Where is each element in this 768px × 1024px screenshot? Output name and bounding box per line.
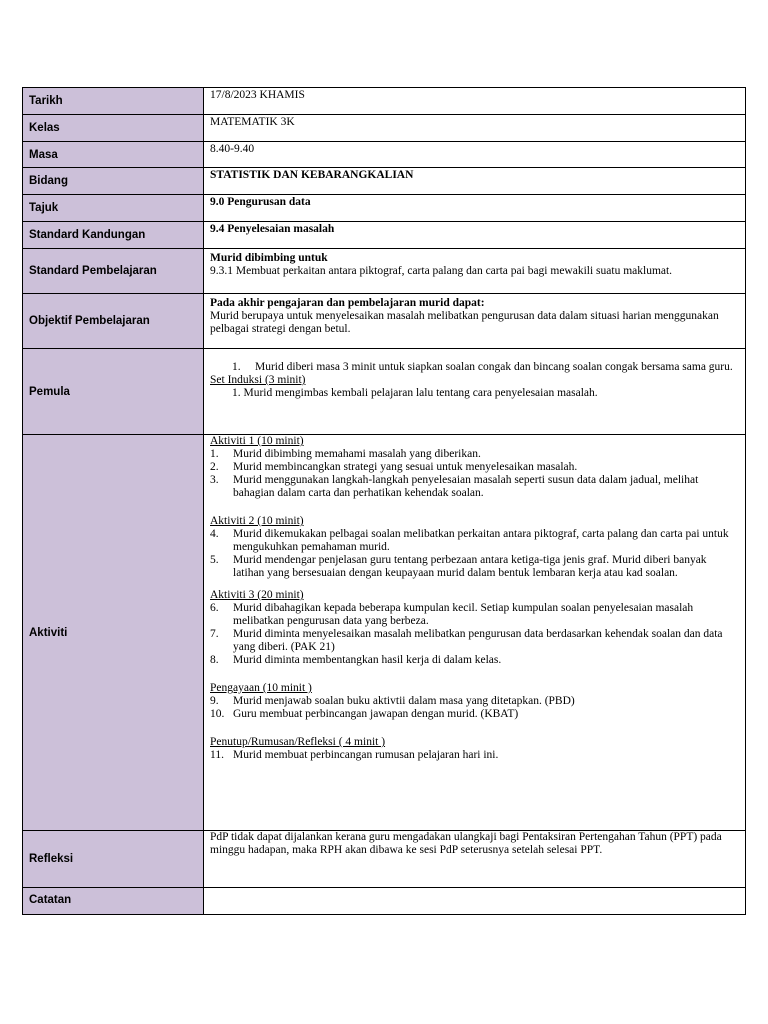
aktiviti-2-list xyxy=(210,528,739,580)
item-number: 7. xyxy=(210,628,219,640)
pemula-item-number: 1. xyxy=(232,361,241,373)
item-text: Murid membincangkan strategi yang sesuai untuk menyelesaikan masalah. xyxy=(233,461,578,473)
value-objektif xyxy=(204,294,746,349)
value-standard-kandungan: 9.4 Penyelesaian masalah xyxy=(204,222,746,249)
item-text: Murid dikemukakan pelbagai soalan melibatkan perkaitan antara piktograf, carta palang dan carta pai untuk mengukuhkan pemahaman murid. xyxy=(233,528,729,553)
aktiviti-3-title: Aktiviti 3 (20 minit) xyxy=(210,589,304,601)
item-text: Murid diminta membentangkan hasil kerja di dalam kelas. xyxy=(233,654,502,666)
item-number: 2. xyxy=(210,461,219,473)
value-pemula xyxy=(204,349,746,435)
item-number: 11. xyxy=(210,749,224,761)
value-masa: 8.40-9.40 xyxy=(204,142,746,168)
aktiviti-1-title: Aktiviti 1 (10 minit) xyxy=(210,435,304,447)
item-number: 4. xyxy=(210,528,219,540)
value-refleksi: PdP tidak dapat dijalankan kerana guru mengadakan ulangkaji bagi Pentaksiran Pertengahan Tahun (PPT) pada minggu hadapan, maka RPH akan dibawa ke sesi PdP seterusnya setelah selesai PPT. xyxy=(204,831,746,888)
item-number: 9. xyxy=(210,695,219,707)
lesson-plan-table xyxy=(22,87,746,915)
row-masa xyxy=(23,142,746,168)
row-standard-pembelajaran xyxy=(23,249,746,294)
list-item xyxy=(210,448,739,461)
list-item xyxy=(210,628,739,654)
row-objektif xyxy=(23,294,746,349)
item-number: 10. xyxy=(210,708,225,720)
item-text: Murid dibimbing memahami masalah yang diberikan. xyxy=(233,448,481,460)
item-number: 8. xyxy=(210,654,219,666)
list-item xyxy=(210,695,739,708)
label-kelas: Kelas xyxy=(23,115,204,142)
row-standard-kandungan xyxy=(23,222,746,249)
aktiviti-3-list xyxy=(210,602,739,667)
item-number: 3. xyxy=(210,474,219,486)
label-pemula: Pemula xyxy=(23,349,204,435)
penutup-title: Penutup/Rumusan/Refleksi ( 4 minit ) xyxy=(210,736,386,748)
item-number: 6. xyxy=(210,602,219,614)
row-catatan xyxy=(23,888,746,915)
list-item xyxy=(210,708,739,721)
row-aktiviti xyxy=(23,435,746,831)
value-catatan[interactable] xyxy=(204,888,746,915)
penutup-list xyxy=(210,749,739,762)
pemula-item xyxy=(210,361,739,374)
label-standard-pembelajaran: Standard Pembelajaran xyxy=(23,249,204,294)
list-item xyxy=(210,554,739,580)
value-standard-pembelajaran xyxy=(204,249,746,294)
row-kelas xyxy=(23,115,746,142)
row-pemula xyxy=(23,349,746,435)
objektif-heading: Pada akhir pengajaran dan pembelajaran murid dapat: xyxy=(210,297,485,309)
row-tarikh xyxy=(23,88,746,115)
value-bidang: STATISTIK DAN KEBARANGKALIAN xyxy=(204,168,746,195)
row-refleksi xyxy=(23,831,746,888)
label-masa: Masa xyxy=(23,142,204,168)
sp-text: 9.3.1 Membuat perkaitan antara piktograf, carta palang dan carta pai bagi mewakili suatu maklumat. xyxy=(210,265,673,277)
item-text: Murid mendengar penjelasan guru tentang perbezaan antara ketiga-tiga jenis graf. Murid diberi banyak latihan yang bersesuaian dengan keupayaan murid dalam bentuk lembaran kerja atau kad soalan. xyxy=(233,554,707,579)
item-text: Murid menggunakan langkah-langkah penyelesaian masalah seperti susun data dalam jadual, melihat bahagian dalam carta dan perhatikan kehendak soalan. xyxy=(233,474,699,499)
label-aktiviti: Aktiviti xyxy=(23,435,204,831)
label-tajuk: Tajuk xyxy=(23,195,204,222)
pemula-item-text: Murid diberi masa 3 minit untuk siapkan soalan congak dan bincang soalan congak bersama sama guru. xyxy=(255,361,733,373)
aktiviti-1-list xyxy=(210,448,739,500)
item-text: Murid diminta menyelesaikan masalah melibatkan pengurusan data berdasarkan kehendak soalan dan data yang diberi. (PAK 21) xyxy=(233,628,723,653)
label-standard-kandungan: Standard Kandungan xyxy=(23,222,204,249)
list-item xyxy=(210,528,739,554)
label-catatan: Catatan xyxy=(23,888,204,915)
pengayaan-title: Pengayaan (10 minit ) xyxy=(210,682,312,694)
item-number: 1. xyxy=(210,448,219,460)
item-text: Murid membuat perbincangan rumusan pelajaran hari ini. xyxy=(233,749,499,761)
item-text: Murid dibahagikan kepada beberapa kumpulan kecil. Setiap kumpulan soalan penyelesaian masalah melibatkan pengurusan data yang berbeza. xyxy=(233,602,694,627)
item-text: Murid menjawab soalan buku aktivtii dalam masa yang ditetapkan. (PBD) xyxy=(233,695,575,707)
item-number: 5. xyxy=(210,554,219,566)
row-tajuk xyxy=(23,195,746,222)
list-item xyxy=(210,474,739,500)
list-item xyxy=(210,654,739,667)
value-kelas: MATEMATIK 3K xyxy=(204,115,746,142)
list-item xyxy=(210,602,739,628)
list-item xyxy=(210,749,739,762)
value-aktiviti xyxy=(204,435,746,831)
label-tarikh: Tarikh xyxy=(23,88,204,115)
set-induksi-item: 1. Murid mengimbas kembali pelajaran lalu tentang cara penyelesaian masalah. xyxy=(232,387,598,399)
value-tarikh: 17/8/2023 KHAMIS xyxy=(204,88,746,115)
pengayaan-list xyxy=(210,695,739,721)
row-bidang xyxy=(23,168,746,195)
label-bidang: Bidang xyxy=(23,168,204,195)
label-refleksi: Refleksi xyxy=(23,831,204,888)
set-induksi-title: Set Induksi (3 minit) xyxy=(210,374,306,386)
label-objektif: Objektif Pembelajaran xyxy=(23,294,204,349)
aktiviti-2-title: Aktiviti 2 (10 minit) xyxy=(210,515,304,527)
item-text: Guru membuat perbincangan jawapan dengan murid. (KBAT) xyxy=(233,708,519,720)
sp-heading: Murid dibimbing untuk xyxy=(210,252,328,264)
objektif-text: Murid berupaya untuk menyelesaikan masalah melibatkan pengurusan data dalam situasi harian menggunakan pelbagai strategi dengan betul. xyxy=(210,310,719,335)
list-item xyxy=(210,461,739,474)
value-tajuk: 9.0 Pengurusan data xyxy=(204,195,746,222)
